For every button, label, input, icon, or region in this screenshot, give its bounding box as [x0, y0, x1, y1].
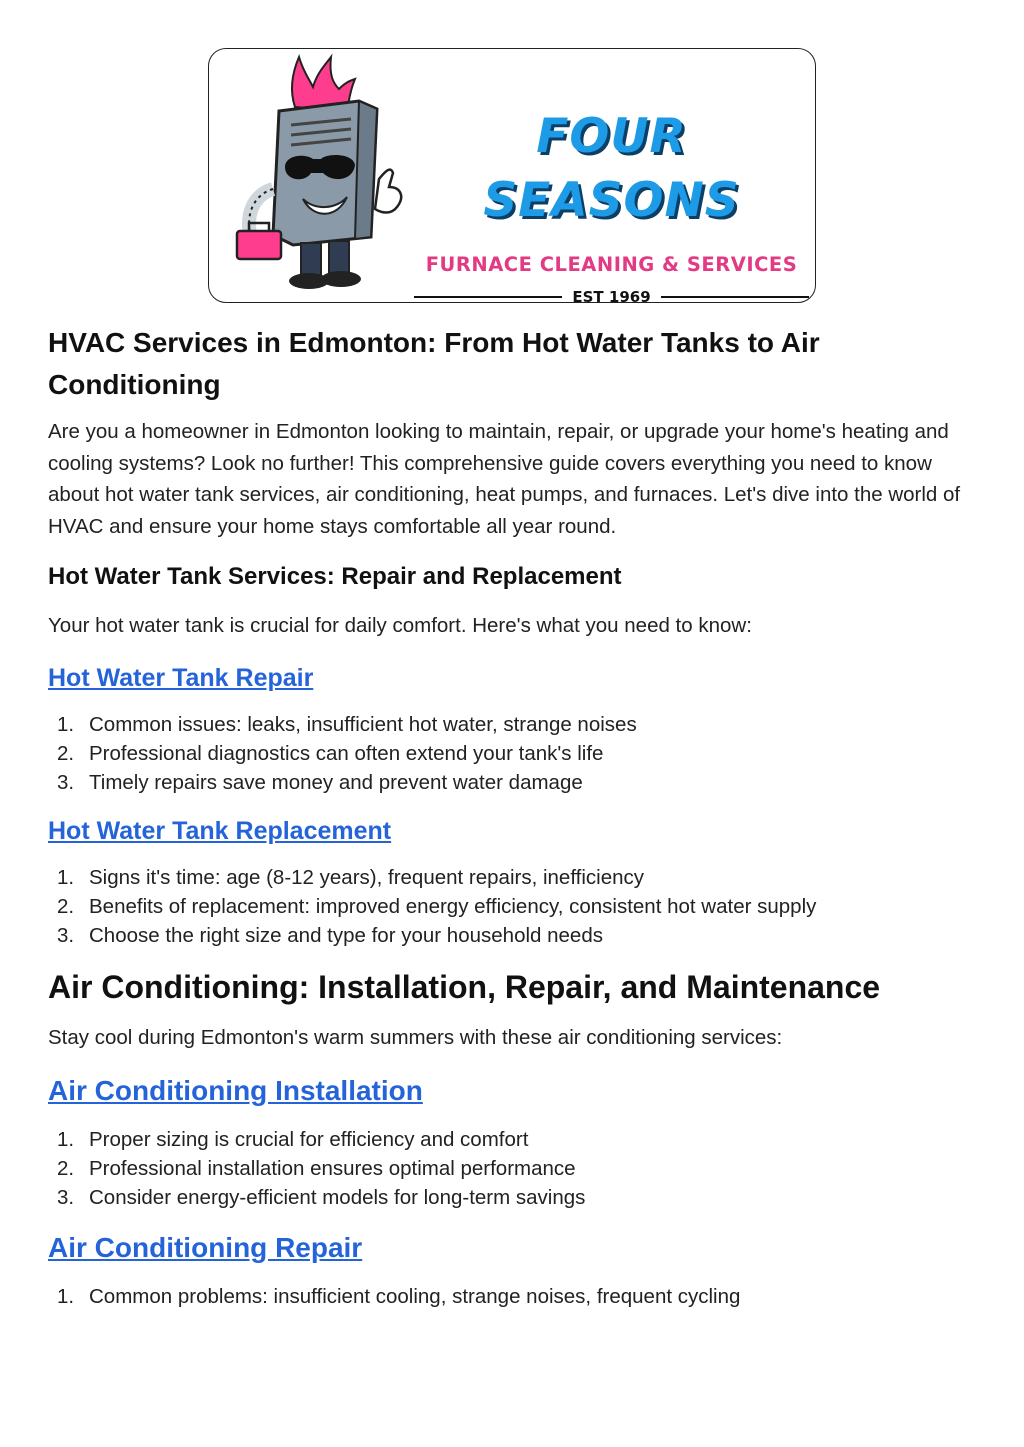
brand-established	[414, 288, 809, 303]
ac-repair-list	[48, 1282, 978, 1311]
brand-tagline: FURNACE CLEANING & SERVICES	[425, 253, 798, 276]
ac-intro: Stay cool during Edmonton's warm summers with these air conditioning services:	[48, 1025, 783, 1049]
list-item	[48, 1183, 978, 1212]
list-item	[48, 1125, 978, 1154]
ac-installation-link[interactable]: Air Conditioning Installation	[48, 1075, 423, 1106]
list-item	[48, 863, 978, 892]
list-item-text: Consider energy-efficient models for long-term savings	[89, 1186, 586, 1209]
list-item-text: Timely repairs save money and prevent water damage	[89, 770, 583, 794]
hot-water-repair-list	[48, 710, 978, 797]
hot-water-intro: Your hot water tank is crucial for daily comfort. Here's what you need to know:	[48, 614, 752, 637]
brand-name: FOUR SEASONS	[483, 109, 740, 228]
list-number: 2.	[57, 894, 75, 918]
list-number: 1.	[57, 712, 75, 736]
list-item	[48, 710, 978, 739]
established-label: EST 1969	[572, 288, 651, 303]
list-item	[48, 1282, 978, 1311]
ac-installation-list	[48, 1125, 978, 1212]
list-item-text: Professional installation ensures optimal performance	[89, 1157, 576, 1180]
hot-water-heading: Hot Water Tank Services: Repair and Replacement	[48, 563, 622, 590]
hot-water-repair-link[interactable]: Hot Water Tank Repair	[48, 663, 314, 692]
list-item-text: Choose the right size and type for your household needs	[89, 923, 603, 947]
list-item-text: Signs it's time: age (8-12 years), frequent repairs, inefficiency	[89, 865, 645, 889]
list-item-text: Professional diagnostics can often extend your tank's life	[89, 741, 604, 765]
intro-paragraph: Are you a homeowner in Edmonton looking to maintain, repair, or upgrade your home's heating and cooling systems? Look no further! This comprehensive guide covers everything you need to know about hot water tank services, air conditioning, heat pumps, and furnaces. Let's dive into the world of HVAC and ensure your home stays comfortable all year round.	[48, 420, 961, 538]
list-item	[48, 739, 978, 768]
hot-water-replacement-list	[48, 863, 978, 950]
list-item-text: Proper sizing is crucial for efficiency and comfort	[89, 1128, 529, 1151]
brand-lockup	[414, 105, 809, 303]
ac-heading: Air Conditioning: Installation, Repair, and Maintenance	[48, 968, 881, 1005]
list-item-text: Common problems: insufficient cooling, strange noises, frequent cycling	[89, 1285, 741, 1308]
list-number: 2.	[57, 1157, 75, 1180]
list-item	[48, 768, 978, 797]
list-number: 1.	[57, 1128, 75, 1151]
list-number: 3.	[57, 1186, 75, 1209]
list-item	[48, 892, 978, 921]
list-number: 3.	[57, 923, 75, 947]
list-number: 1.	[57, 1285, 75, 1308]
list-item-text: Benefits of replacement: improved energy efficiency, consistent hot water supply	[89, 894, 817, 918]
list-number: 1.	[57, 865, 75, 889]
ac-repair-link[interactable]: Air Conditioning Repair	[48, 1232, 363, 1263]
logo-banner	[208, 48, 816, 303]
list-item	[48, 921, 978, 950]
hot-water-replacement-link[interactable]: Hot Water Tank Replacement	[48, 816, 392, 845]
divider-left	[414, 296, 562, 299]
divider-right	[661, 296, 809, 299]
list-number: 3.	[57, 770, 75, 794]
list-number: 2.	[57, 741, 75, 765]
page-title: HVAC Services in Edmonton: From Hot Water Tanks to Air Conditioning	[48, 327, 820, 400]
list-item-text: Common issues: leaks, insufficient hot water, strange noises	[89, 712, 637, 736]
list-item	[48, 1154, 978, 1183]
article	[48, 322, 978, 1327]
